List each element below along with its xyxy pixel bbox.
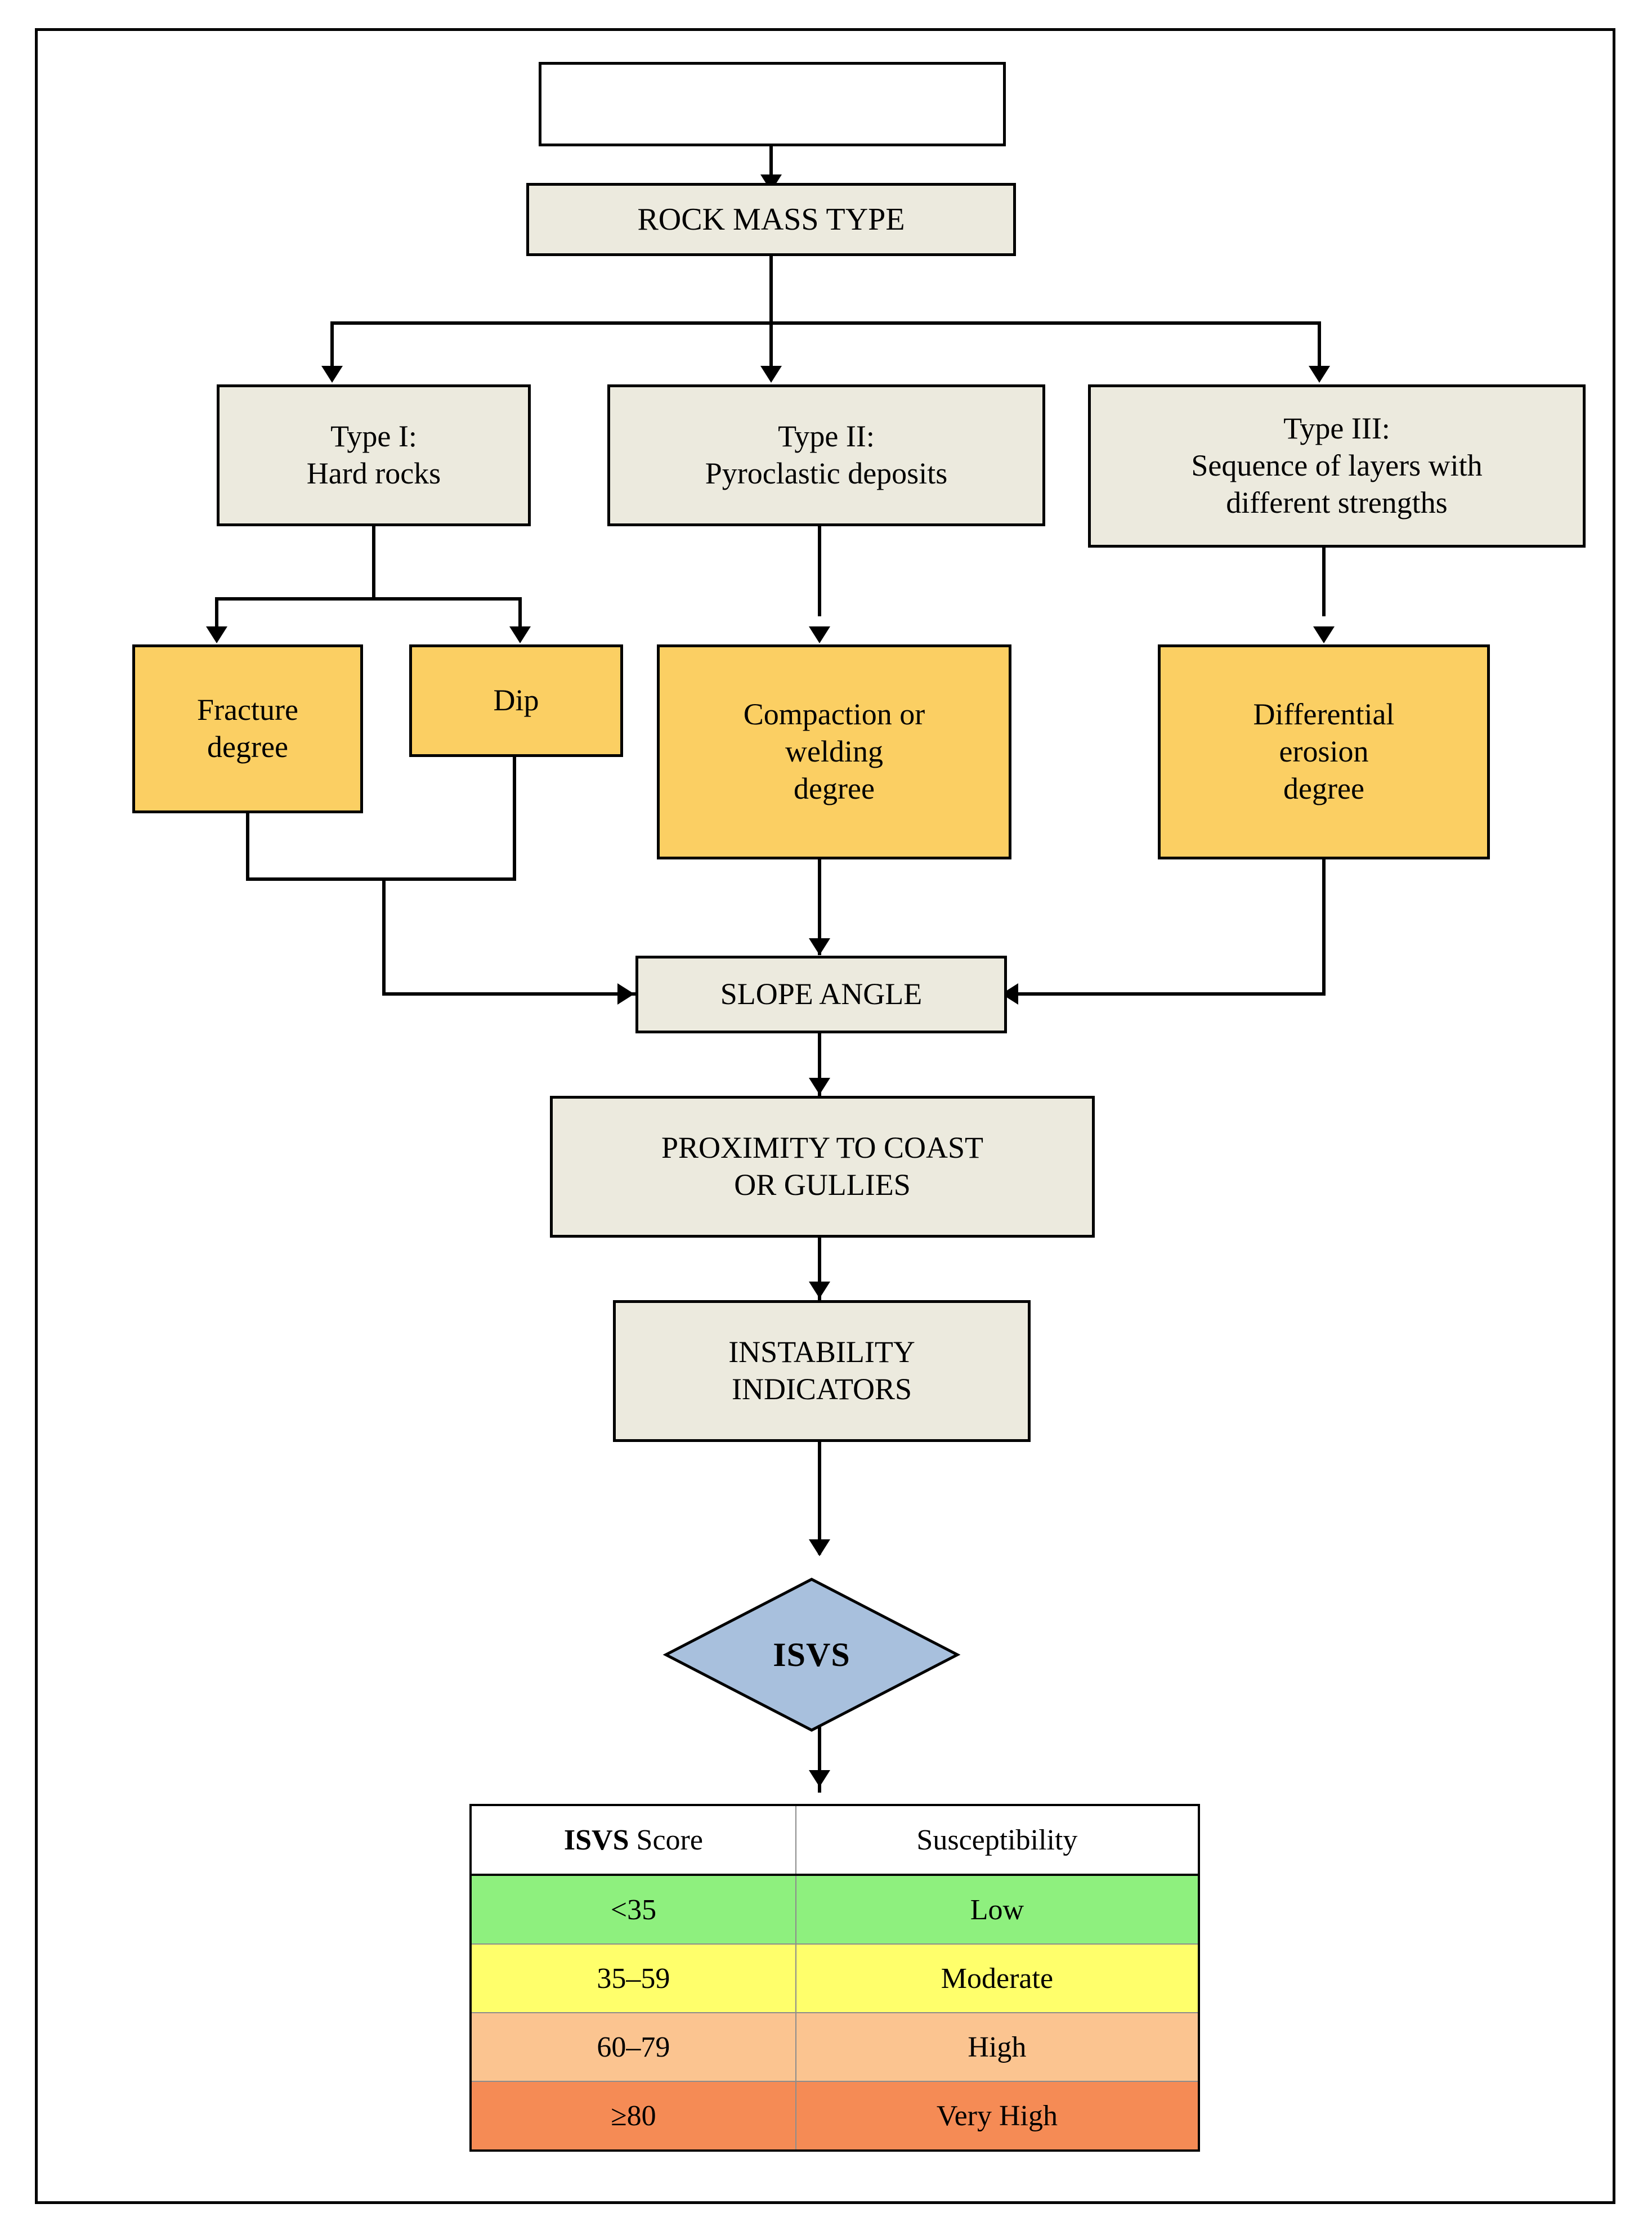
table-row: [471, 1944, 1199, 2013]
node-isvs-estimation: [539, 62, 1006, 146]
connector-type3-to-erosion: [1322, 548, 1326, 616]
node-isvs-diamond: [662, 1576, 961, 1734]
node-type-3-line-2: Sequence of layers with: [1191, 449, 1483, 483]
connector-erosion-down: [1322, 859, 1326, 996]
connector-type1-stem: [372, 526, 375, 601]
node-dip-label: Dip: [493, 683, 539, 718]
connector-left-riser: [382, 877, 386, 996]
connector-rockmass-stem: [769, 256, 773, 325]
arrowhead-to-type2: [760, 366, 782, 383]
node-compaction-line-3: degree: [794, 771, 875, 805]
cell-susceptibility-moderate: Moderate: [796, 1944, 1199, 2013]
arrowhead-left-to-slope: [617, 983, 634, 1005]
node-differential-erosion-degree: [1158, 644, 1490, 859]
arrowhead-to-type1: [321, 366, 343, 383]
node-fracture-degree-line-2: degree: [207, 730, 288, 764]
cell-susceptibility-low: Low: [796, 1875, 1199, 1944]
arrowhead-isvs-to-table: [809, 1770, 830, 1787]
node-type-1-line-2: Hard rocks: [306, 456, 441, 490]
arrowhead-compaction-to-slope: [809, 938, 830, 955]
cell-score-moderate: 35–59: [471, 1944, 796, 2013]
isvs-score-table: [469, 1804, 1200, 2152]
node-type-2-line-2: Pyroclastic deposits: [705, 456, 948, 490]
node-rock-mass-type-label: ROCK MASS TYPE: [637, 201, 905, 237]
node-erosion-line-3: degree: [1283, 771, 1364, 805]
node-erosion-line-1: Differential: [1253, 697, 1395, 732]
arrowhead-instability-to-isvs: [809, 1539, 830, 1556]
connector-instability-to-isvs: [818, 1442, 821, 1555]
table-header-score-rest: Score: [629, 1824, 703, 1856]
table-header-row: [471, 1805, 1199, 1875]
node-compaction-welding-degree: [657, 644, 1011, 859]
connector-fracture-dip-bus: [246, 877, 516, 881]
cell-score-high: 60–79: [471, 2013, 796, 2081]
node-slope-angle-label: SLOPE ANGLE: [720, 977, 923, 1011]
node-rock-mass-type: [526, 183, 1016, 256]
arrowhead-to-dip: [509, 626, 531, 643]
node-type-2-line-1: Type II:: [778, 419, 875, 454]
table-row: [471, 1875, 1199, 1944]
connector-rockmass-bus: [330, 321, 1321, 325]
node-instability-line-1: INSTABILITY: [728, 1335, 915, 1369]
node-instability-line-2: INDICATORS: [731, 1372, 912, 1406]
node-instability-indicators: [613, 1300, 1031, 1442]
connector-left-to-slope: [382, 992, 635, 996]
arrowhead-proximity-to-instability: [809, 1282, 830, 1298]
connector-dip-down: [513, 757, 516, 881]
arrowhead-to-erosion: [1313, 626, 1335, 643]
node-compaction-line-1: Compaction or: [743, 697, 925, 732]
cell-score-low: <35: [471, 1875, 796, 1944]
node-erosion-line-2: erosion: [1279, 734, 1369, 769]
node-type-3-line-3: different strengths: [1226, 485, 1448, 519]
node-slope-angle: [635, 956, 1007, 1033]
table-row: [471, 2013, 1199, 2081]
connector-fracture-down: [246, 813, 249, 881]
node-compaction-line-2: welding: [785, 734, 883, 769]
node-type-3: [1088, 384, 1586, 548]
diagram-frame: [35, 28, 1615, 2204]
arrowhead-to-type3: [1309, 366, 1330, 383]
arrowhead-to-compaction: [809, 626, 830, 643]
table-header-score: [471, 1805, 796, 1875]
cell-susceptibility-very-high: Very High: [796, 2081, 1199, 2151]
connector-type1-bus: [215, 597, 522, 601]
cell-score-very-high: ≥80: [471, 2081, 796, 2151]
node-proximity-to-coast-or-gullies: [550, 1096, 1095, 1238]
node-fracture-degree: [132, 644, 363, 813]
node-isvs-diamond-label: ISVS: [773, 1636, 850, 1673]
node-proximity-line-2: OR GULLIES: [734, 1168, 911, 1202]
table-row: [471, 2081, 1199, 2151]
node-dip: [409, 644, 623, 757]
node-fracture-degree-line-1: Fracture: [197, 693, 298, 727]
node-type-3-line-1: Type III:: [1283, 411, 1390, 446]
node-proximity-line-1: PROXIMITY TO COAST: [661, 1131, 984, 1165]
node-type-1: [217, 384, 531, 526]
node-type-1-line-1: Type I:: [330, 419, 417, 454]
table-header-susceptibility: Susceptibility: [796, 1805, 1199, 1875]
node-type-2: [607, 384, 1045, 526]
table-header-score-bold: ISVS: [563, 1824, 629, 1856]
arrowhead-to-fracture: [206, 626, 227, 643]
arrowhead-slope-to-proximity: [809, 1078, 830, 1095]
connector-type2-to-compaction: [818, 526, 821, 616]
connector-erosion-to-slope: [1017, 992, 1326, 996]
cell-susceptibility-high: High: [796, 2013, 1199, 2081]
